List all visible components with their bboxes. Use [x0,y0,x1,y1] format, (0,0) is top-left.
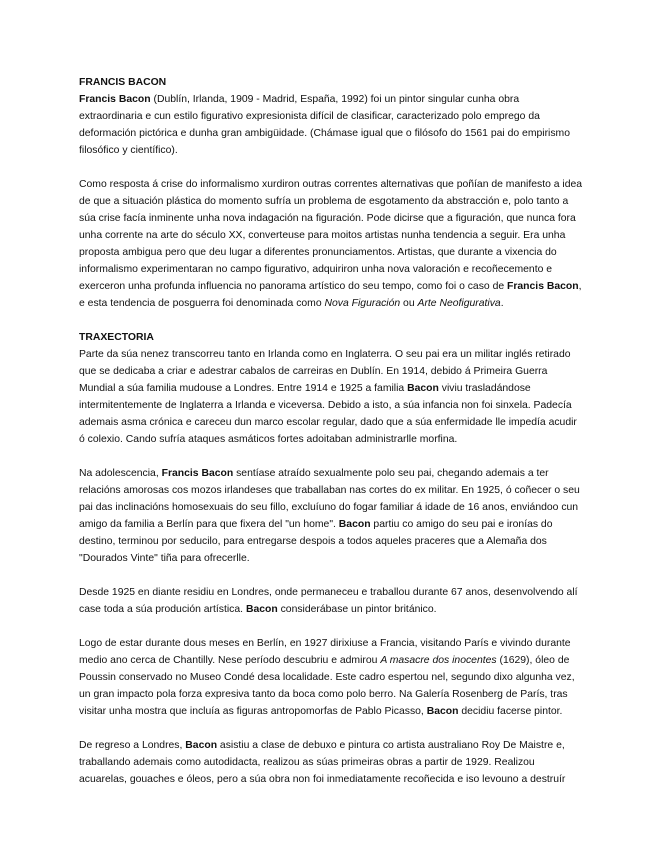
paragraph-return-london: De regreso a Londres, Bacon asistiu a clase de debuxo e pintura co artista australiano Roy De Maistre e, traballando ademais como autodidacta, realizou as súas primeiras obras a partir de 1929. Realizou acuarelas, gouaches e óleos, pero a súa obra non foi inmediatamente recoñecida e iso levouno a destruír [79,740,566,785]
intro-paragraph: Francis Bacon (Dublín, Irlanda, 1909 - Madrid, España, 1992) foi un pintor singular cunha obra extraordinaria e cun estilo figurativo expresionista difícil de clasificar, caracterizado polo emprego da deformación pictórica e dunha gran ambigüidade. (Chámase igual que o filósofo do 1561 pai do empirismo filosófico y científico). [79,94,570,156]
section-title: TRAXECTORIA [79,332,154,343]
document-body [79,74,584,805]
paragraph-adolescence: Na adolescencia, Francis Bacon sentíase atraído sexualmente polo seu pai, chegando ademais a ter relacións amorosas cos mozos irlandeses que traballaban nas cortes do ex militar. En 1925, ó coñecer o seu pai das inclinacións homosexuais do seu fillo, excluíuno do fogar familiar á idade de 16 anos, enviándoo cun amigo da familia a Berlín para que fixera del "un home". Bacon partiu co amigo do seu pai e ironías do destino, terminou por seducilo, para entregarse despois a todos aqueles praceres que a Alemaña dos "Dourados Vinte" tiña para ofrecerlle. [79,468,580,564]
document-title: FRANCIS BACON [79,77,167,88]
paragraph-london: Desde 1925 en diante residiu en Londres, onde permaneceu e traballou durante 67 anos, desenvolvendo alí case toda a súa produción artística. Bacon considerábase un pintor británico. [79,587,578,615]
paragraph-childhood: Parte da súa nenez transcorreu tanto en Irlanda como en Inglaterra. O seu pai era un militar inglés retirado que se dedicaba a criar e adestrar cabalos de carreiras en Dublín. En 1914, debido á Primeira Guerra Mundial a súa familia mudouse a Londres. Entre 1914 e 1925 a familia Bacon viviu trasladándose intermitentemente de Inglaterra a Irlanda e viceversa. Debido a isto, a súa infancia non foi sinxela. Padecía ademais asma crónica e careceu dun marco escolar regular, dado que a súa enfermidade lle impedía acudir ó colexio. Cando sufría ataques asmáticos fortes adoitaban administrarlle morfina. [79,349,577,445]
bold-name: Bacon [245,604,278,615]
bold-name: Bacon [426,706,459,717]
bold-name: Bacon [407,383,439,394]
italic-title: A masacre dos inocentes [380,655,497,666]
bold-name: Bacon [185,740,218,751]
bold-name: Francis Bacon [79,94,151,105]
paragraph-figuration: Como resposta á crise do informalismo xurdiron outras correntes alternativas que poñían de manifesto a idea de que a situación plástica do momento sufría un problema de esgotamento da abstracción e, polo tanto a súa crise facía inminente unha nova indagación na figuración. Pode dicirse que a figuración, que nunca fora unha corrente na arte do século XX, converteuse para moitos artistas nunha tendencia a seguir. Era unha proposta ambigua pero que deu lugar a diferentes pronunciamentos. Artistas, que durante a vixencia do informalismo experimentaran no campo figurativo, adquiriron unha nova valoración e recoñecemento e exerceron unha profunda influencia no panorama artístico do seu tempo, como foi o caso de Francis Bacon, e esta tendencia de posguerra foi denominada como Nova Figuración ou Arte Neofigurativa. [79,179,583,309]
bold-name: Francis Bacon [507,281,579,292]
paragraph-france: Logo de estar durante dous meses en Berlín, en 1927 dirixiuse a Francia, visitando París e vivindo durante medio ano cerca de Chantilly. Nese período descubriu e admirou A masacre dos inocentes (1629), óleo de Poussin conservado no Museo Condé desa localidade. Este cadro espertou nel, segundo dixo algunha vez, un gran impacto pola forza expresiva tanto da boca como polo berro. Na Galería Rosenberg de París, tras visitar unha mostra que incluía as figuras antropomorfas de Pablo Picasso, Bacon decidiu facerse pintor. [79,638,575,717]
bold-name: Bacon [338,519,371,530]
italic-term: Arte Neofigurativa [417,298,501,309]
bold-name: Francis Bacon [161,468,234,479]
italic-term: Nova Figuración [324,298,401,309]
